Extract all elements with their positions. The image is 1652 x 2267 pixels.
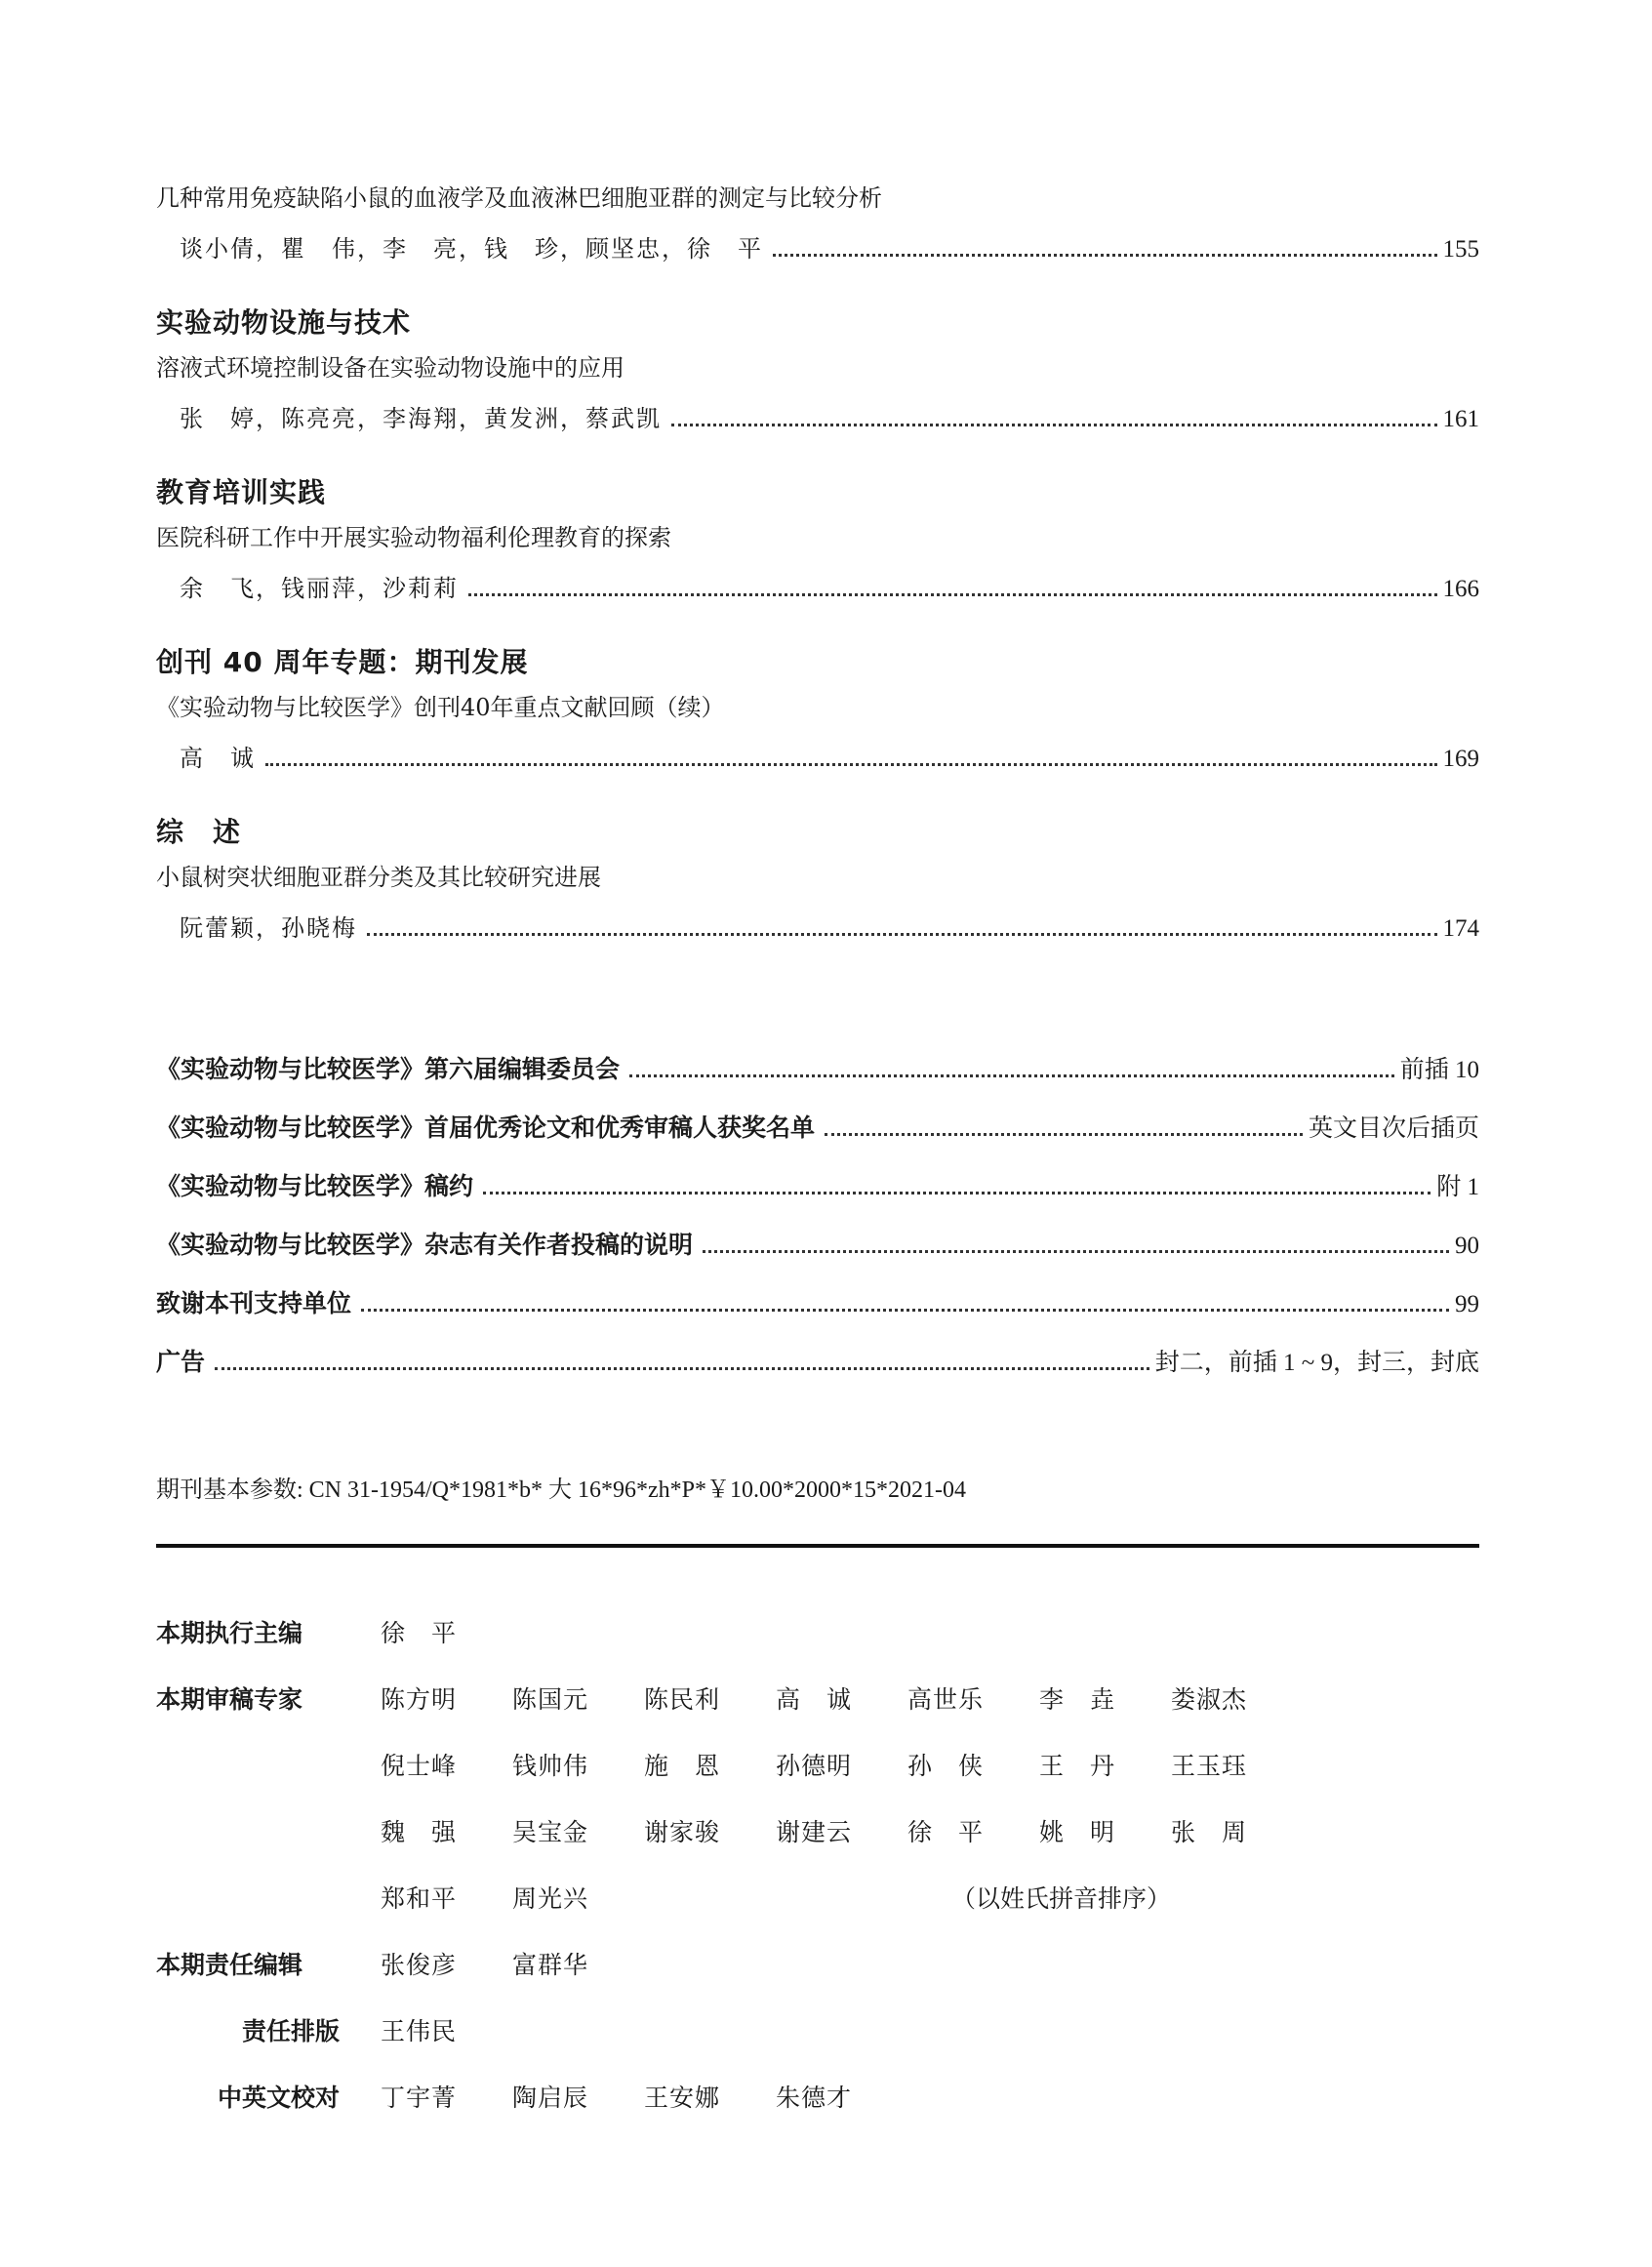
staff-names [381,1999,1356,2065]
article-author-line [156,229,1479,268]
article-authors: 阮蕾颖，孙晓梅 [180,914,357,942]
page-number: 封二，前插 1 ~ 9，封三，封底 [1154,1350,1479,1376]
dot-leader [361,1308,1449,1312]
dot-leader [671,423,1437,426]
article-title[interactable]: 《实验动物与比较医学》创刊40年重点文献回顾（续） [156,694,725,721]
dot-leader [773,253,1437,257]
staff-name: 魏 强 [381,1818,458,1846]
staff-name: 周光兴 [512,1884,589,1913]
staff-name: 王伟民 [381,2017,458,2045]
article-title[interactable]: 几种常用免疫缺陷小鼠的血液学及血液淋巴细胞亚群的测定与比较分析 [156,184,882,212]
misc-entry[interactable] [156,1216,1479,1275]
staff-name: 高 诚 [776,1685,853,1714]
staff-name: 陶启辰 [512,2084,589,2112]
staff-row-proofreading [156,2065,1479,2131]
staff-label: 本期执行主编 [156,1619,303,1647]
toc-section-education [156,473,1479,608]
staff-label: 本期责任编辑 [156,1951,303,1979]
staff-label: 本期审稿专家 [156,1685,303,1714]
article-author-line [156,569,1479,608]
section-heading: 综 述 [156,816,242,848]
section-heading: 教育培训实践 [156,476,327,508]
staff-list [156,1600,1479,2131]
misc-entry-label: 《实验动物与比较医学》稿约 [156,1172,474,1200]
misc-entry[interactable] [156,1040,1479,1099]
toc-entry-first [156,179,1479,268]
staff-names [381,1600,1356,1667]
staff-name: 王玉珏 [1171,1752,1248,1780]
staff-name: 郑和平 [381,1884,458,1913]
staff-name: 陈方明 [381,1685,458,1714]
article-title[interactable]: 小鼠树突状细胞亚群分类及其比较研究进展 [156,864,601,891]
staff-name: 倪士峰 [381,1752,458,1780]
staff-name: 孙德明 [776,1752,853,1780]
misc-entry[interactable] [156,1333,1479,1392]
staff-row-exec-editor [156,1600,1479,1667]
article-author-line [156,739,1479,778]
page-number[interactable]: 161 [1442,406,1479,432]
toc-section-facilities [156,304,1479,438]
toc-section-anniversary [156,643,1479,778]
staff-label: 中英文校对 [217,2084,340,2112]
staff-name: 姚 明 [1039,1818,1116,1846]
staff-names [381,2065,1356,2131]
page-number: 99 [1455,1291,1479,1317]
misc-entry-label: 《实验动物与比较医学》首届优秀论文和优秀审稿人获奖名单 [156,1113,816,1142]
table-of-contents [156,179,1479,983]
page-number[interactable]: 155 [1442,236,1479,263]
staff-name: 陈国元 [512,1685,589,1714]
staff-name: 娄淑杰 [1171,1685,1248,1714]
section-heading: 实验动物设施与技术 [156,306,412,339]
page-number[interactable]: 166 [1442,576,1479,602]
staff-name: 朱德才 [776,2084,853,2112]
misc-entry[interactable] [156,1099,1479,1157]
article-authors: 高 诚 [180,745,256,772]
article-author-line [156,909,1479,948]
staff-names [381,1932,1356,1999]
misc-entries [156,1040,1479,1392]
dot-leader [468,592,1437,596]
article-authors: 谈小倩，瞿 伟，李 亮，钱 珍，顾坚忠，徐 平 [180,235,763,263]
staff-name: 吴宝金 [512,1818,589,1846]
article-authors: 张 婷，陈亮亮，李海翔，黄发洲，蔡武凯 [180,405,662,432]
article-author-line [156,399,1479,438]
staff-name: 徐 平 [381,1619,458,1647]
staff-name: 钱帅伟 [512,1752,589,1780]
staff-name: 张 周 [1171,1818,1248,1846]
misc-entry[interactable] [156,1157,1479,1216]
dot-leader [265,762,1437,766]
dot-leader [825,1132,1303,1136]
page-number: 英文目次后插页 [1308,1115,1479,1142]
staff-row-resp-editor [156,1932,1479,1999]
staff-name: 王安娜 [644,2084,721,2112]
staff-row-reviewers [156,1667,1479,1932]
staff-name: 王 丹 [1039,1752,1116,1780]
staff-name: 孙 侠 [907,1752,985,1780]
staff-label: 责任排版 [241,2017,340,2045]
journal-parameters: 期刊基本参数: CN 31-1954/Q*1981*b* 大 16*96*zh*P*￥10.00*2000*15*2021-04 [156,1478,966,1503]
misc-entry-label: 《实验动物与比较医学》杂志有关作者投稿的说明 [156,1231,694,1259]
page-number: 附 1 [1436,1174,1479,1200]
staff-name: 谢家骏 [644,1818,721,1846]
article-title[interactable]: 溶液式环境控制设备在实验动物设施中的应用 [156,354,625,382]
misc-entry-label: 广告 [156,1348,206,1376]
staff-name: 丁宇菁 [381,2084,458,2112]
misc-entry-label: 致谢本刊支持单位 [156,1289,352,1317]
sort-note: （以姓氏拼音排序） [950,1884,1171,1913]
dot-leader [215,1366,1149,1370]
article-authors: 余 飞，钱丽萍，沙莉莉 [180,575,459,602]
staff-name: 富群华 [512,1951,589,1979]
staff-names [381,1667,1356,1932]
staff-name: 陈民利 [644,1685,721,1714]
page-number: 90 [1455,1233,1479,1259]
section-heading: 创刊 40 周年专题：期刊发展 [156,646,529,678]
dot-leader [703,1249,1449,1253]
staff-name: 高世乐 [907,1685,985,1714]
staff-name: 徐 平 [907,1818,985,1846]
staff-row-typesetting [156,1999,1479,2065]
article-title[interactable]: 医院科研工作中开展实验动物福利伦理教育的探索 [156,524,671,551]
dot-leader [483,1191,1430,1194]
toc-section-review [156,813,1479,948]
staff-name: 李 垚 [1039,1685,1116,1714]
page-number: 前插 10 [1399,1057,1479,1083]
page-number[interactable]: 174 [1442,915,1479,942]
dot-leader [629,1073,1394,1077]
divider [156,1544,1479,1548]
staff-name: 施 恩 [644,1752,721,1780]
dot-leader [367,932,1437,936]
misc-entry-label: 《实验动物与比较医学》第六届编辑委员会 [156,1055,621,1083]
staff-name: 谢建云 [776,1818,853,1846]
page-number[interactable]: 169 [1442,746,1479,772]
misc-entry[interactable] [156,1275,1479,1333]
staff-name: 张俊彦 [381,1951,458,1979]
